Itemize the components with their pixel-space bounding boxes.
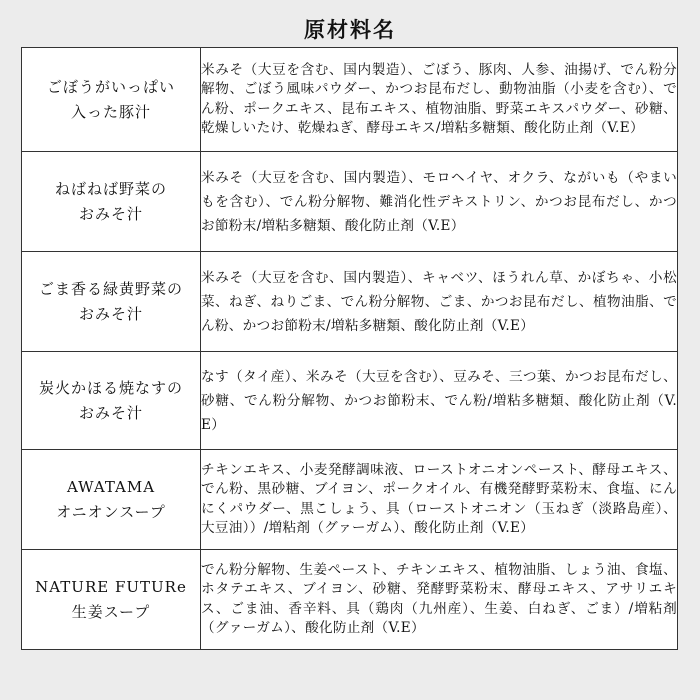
product-name-line: AWATAMA [66, 477, 156, 496]
ingredients-table [21, 47, 678, 650]
ingredients-cell: 米みそ（大豆を含む、国内製造）、キャベツ、ほうれん草、かぼちゃ、小松菜、ねぎ、ねりごま、でん粉分解物、ごま、かつお昆布だし、植物油脂、でん粉、かつお節粉末/増粘多糖類、酸化防止剤（V.E） [201, 252, 678, 352]
product-name-cell [22, 352, 201, 450]
table-row [22, 550, 678, 650]
ingredients-cell: チキンエキス、小麦発酵調味液、ローストオニオンペースト、酵母エキス、でん粉、黒砂糖、ブイヨン、ポークオイル、有機発酵野菜粉末、食塩、にんにくパウダー、黒こしょう、具（ローストオニオン（玉ねぎ（淡路島産）、大豆油））/増粘剤（グァーガム）、酸化防止剤（V.E） [201, 450, 678, 550]
ingredients-cell: 米みそ（大豆を含む、国内製造）、モロヘイヤ、オクラ、ながいも（やまいもを含む）、でん粉分解物、難消化性デキストリン、かつお昆布だし、かつお節粉末/増粘多糖類、酸化防止剤（V.E） [201, 152, 678, 252]
product-name-cell [22, 48, 201, 152]
product-name-cell [22, 450, 201, 550]
product-name-cell [22, 550, 201, 650]
product-name-cell [22, 152, 201, 252]
product-name-line: オニオンスープ [56, 502, 166, 521]
table-row [22, 450, 678, 550]
ingredients-cell: 米みそ（大豆を含む、国内製造）、ごぼう、豚肉、人参、油揚げ、でん粉分解物、ごぼう風味パウダー、かつお昆布だし、動物油脂（小麦を含む）、でん粉、ポークエキス、昆布エキス、植物油脂、野菜エキスパウダー、砂糖、乾燥しいたけ、乾燥ねぎ、酵母エキス/増粘多糖類、酸化防止剤（V.E） [201, 48, 678, 152]
page-title: 原材料名 [304, 17, 396, 42]
product-name-line: 生姜スープ [71, 602, 151, 621]
product-name-line: 炭火かほる焼なすの [38, 378, 183, 397]
product-name-line: おみそ汁 [78, 204, 143, 223]
product-name-cell [22, 252, 201, 352]
product-name-line: NATURE FUTURe [35, 577, 187, 596]
table-row [22, 152, 678, 252]
product-name-line: ごま香る緑黄野菜の [38, 279, 183, 298]
product-name-line: ごぼうがいっぱい [46, 77, 175, 96]
product-name-line: おみそ汁 [78, 403, 143, 422]
product-name-line: おみそ汁 [78, 304, 143, 323]
table-row [22, 352, 678, 450]
product-name-line: 入った豚汁 [70, 102, 151, 121]
ingredients-cell: なす（タイ産）、米みそ（大豆を含む）、豆みそ、三つ葉、かつお昆布だし、砂糖、でん粉分解物、かつお節粉末、でん粉/増粘多糖類、酸化防止剤（V.E） [201, 352, 678, 450]
table-row [22, 48, 678, 152]
product-name-line: ねばねば野菜の [54, 179, 167, 198]
ingredients-cell: でん粉分解物、生姜ペースト、チキンエキス、植物油脂、しょう油、食塩、ホタテエキス、ブイヨン、砂糖、発酵野菜粉末、酵母エキス、アサリエキス、ごま油、香辛料、具（鶏肉（九州産）、生姜、白ねぎ、ごま）/増粘剤（グァーガム）、酸化防止剤（V.E） [201, 550, 678, 650]
table-row [22, 252, 678, 352]
